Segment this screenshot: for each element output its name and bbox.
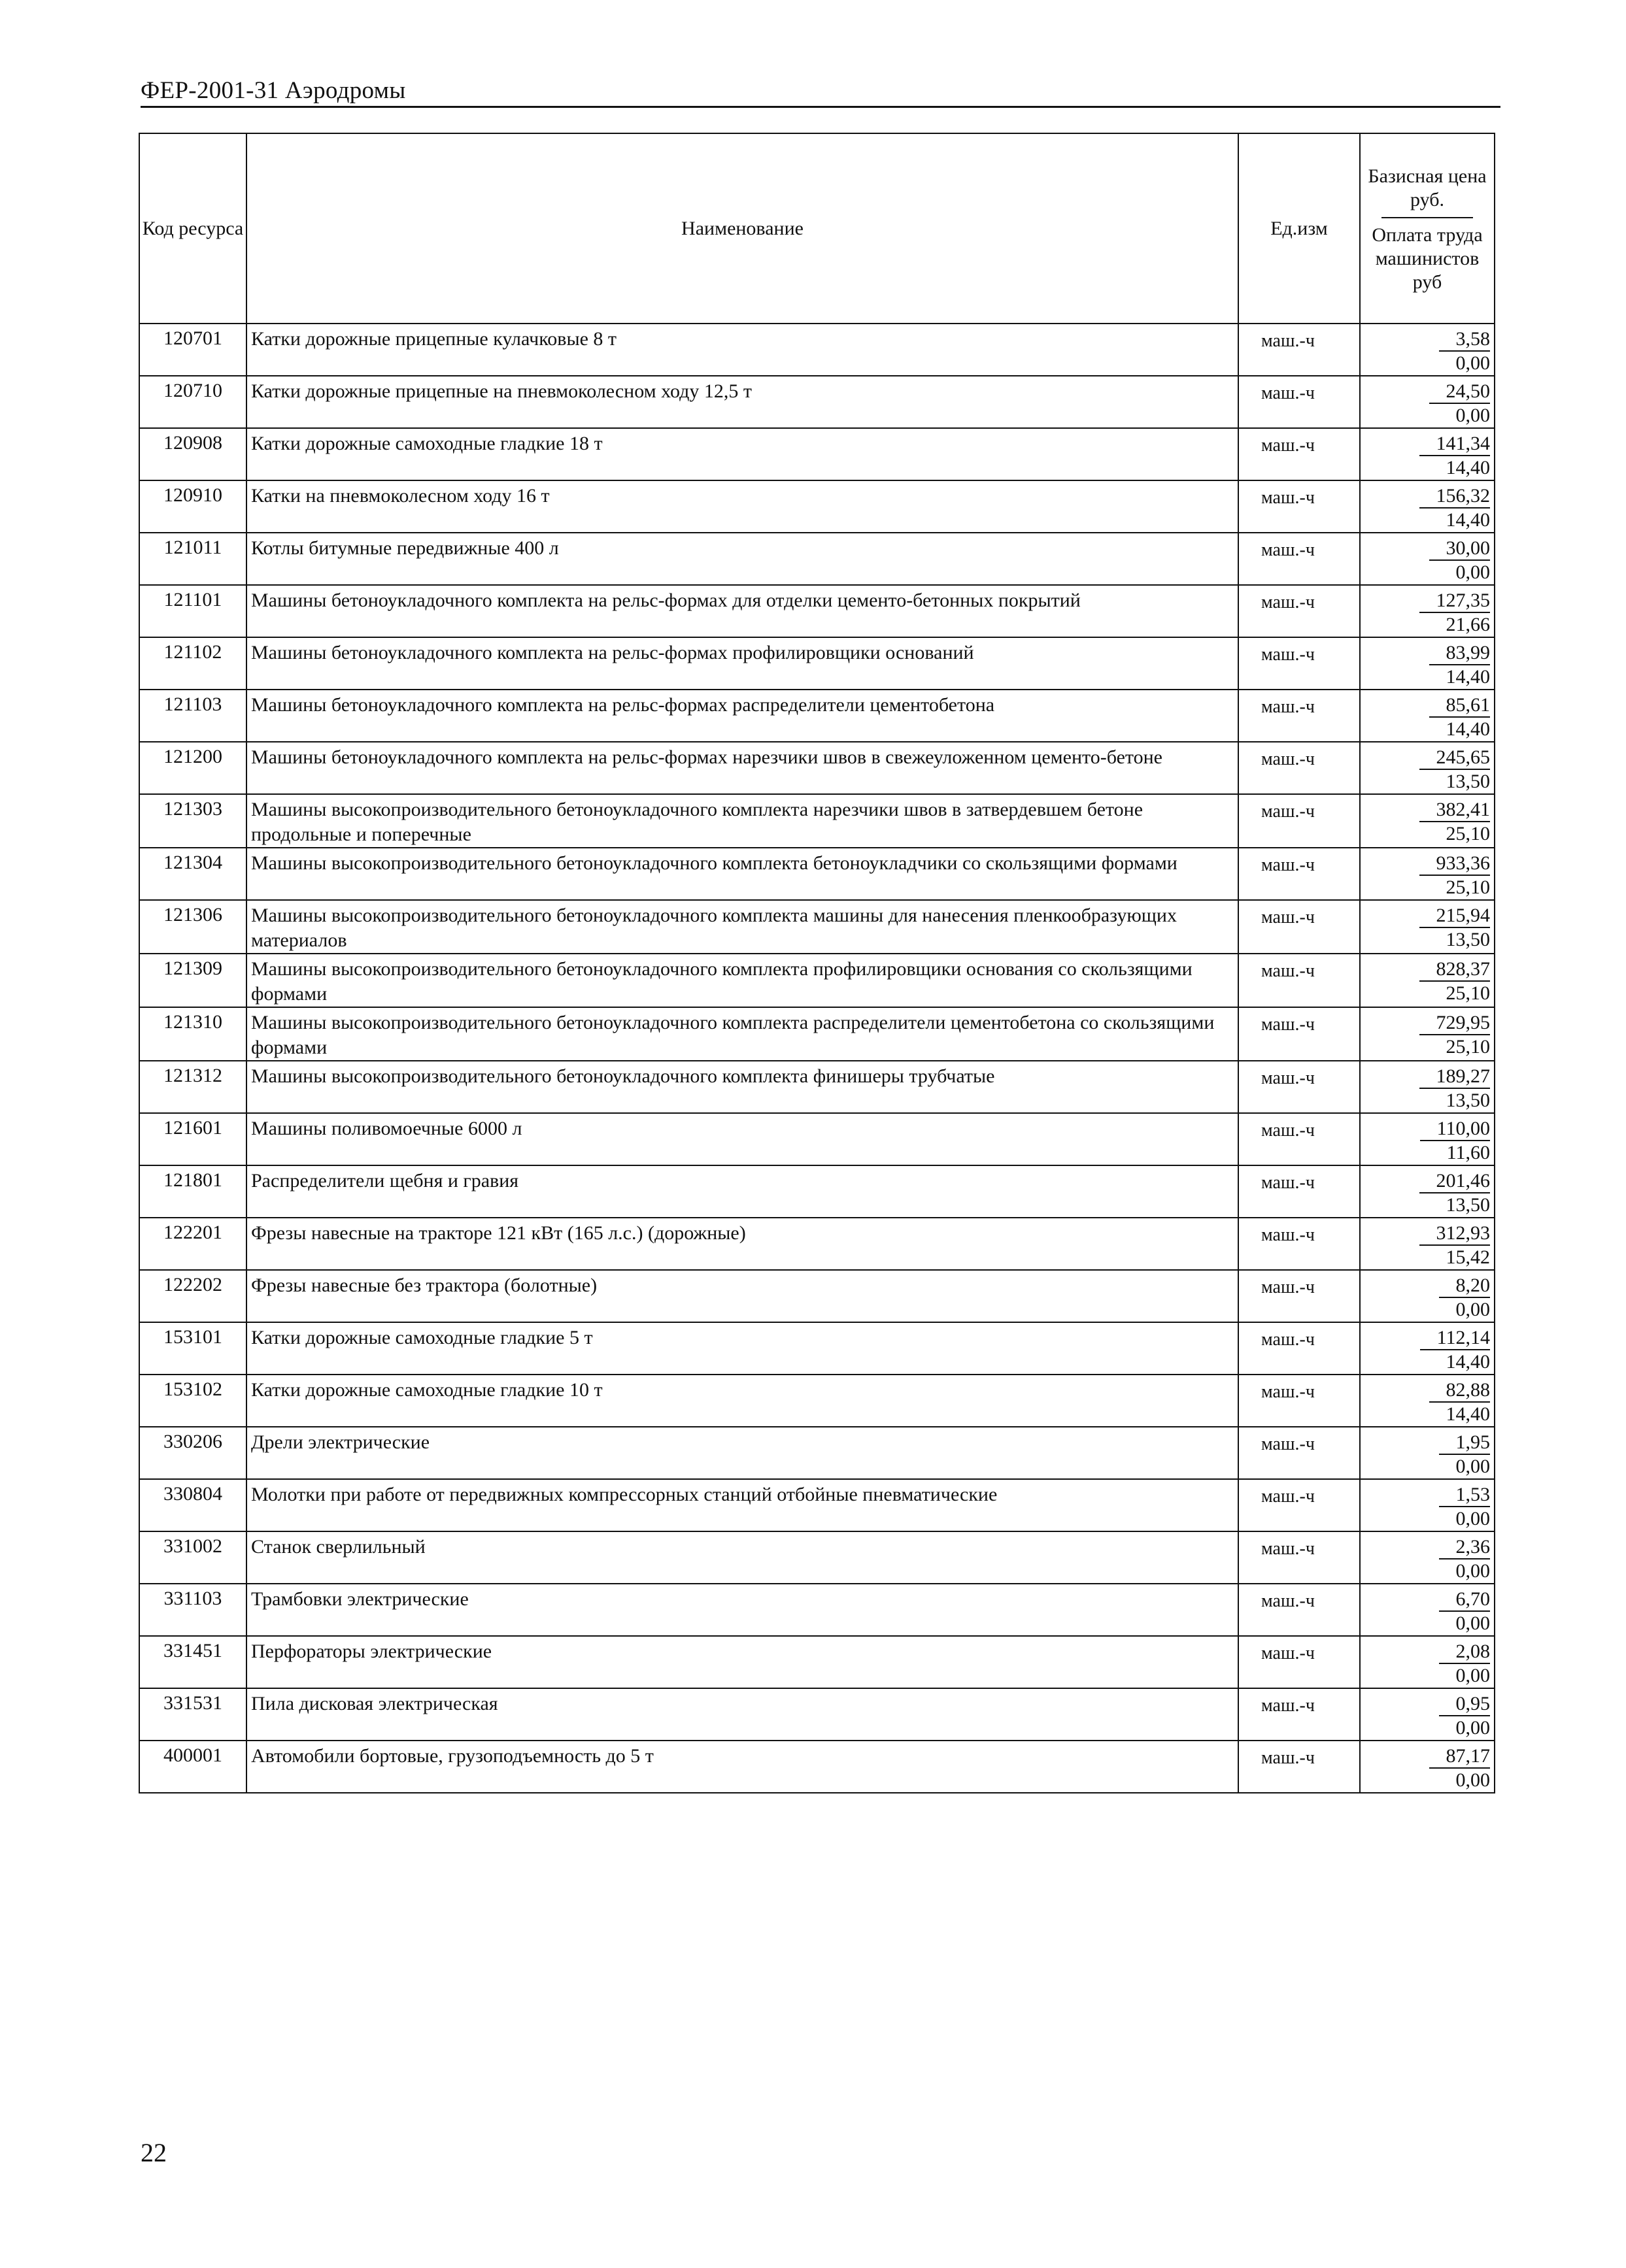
resource-values <box>1360 954 1495 1007</box>
operator-pay: 0,00 <box>1455 1560 1490 1582</box>
base-price: 30,00 <box>1429 537 1491 561</box>
resource-code: 121303 <box>139 794 246 848</box>
resource-values <box>1360 690 1495 742</box>
resource-values <box>1360 1061 1495 1113</box>
resource-unit: маш.-ч <box>1238 954 1360 1007</box>
resource-values <box>1360 1270 1495 1322</box>
operator-pay: 25,10 <box>1446 1036 1490 1058</box>
resource-code: 121601 <box>139 1113 246 1165</box>
header-price-cell <box>1360 133 1495 324</box>
table-row <box>139 637 1495 690</box>
resource-name: Катки дорожные самоходные гладкие 10 т <box>246 1375 1238 1427</box>
table-row <box>139 1375 1495 1427</box>
base-price: 83,99 <box>1429 642 1491 665</box>
table-body <box>139 324 1495 1793</box>
table-row <box>139 1270 1495 1322</box>
base-price: 82,88 <box>1429 1379 1491 1403</box>
resource-unit: маш.-ч <box>1238 848 1360 900</box>
base-price: 156,32 <box>1419 485 1491 509</box>
resource-values <box>1360 480 1495 533</box>
resource-code: 121101 <box>139 585 246 637</box>
resource-unit: маш.-ч <box>1238 1218 1360 1270</box>
resource-code: 120908 <box>139 428 246 480</box>
operator-pay: 25,10 <box>1446 876 1490 898</box>
resource-code: 121011 <box>139 533 246 585</box>
base-price: 382,41 <box>1419 799 1491 822</box>
base-price: 85,61 <box>1429 694 1491 718</box>
base-price: 112,14 <box>1420 1327 1490 1350</box>
table-row <box>139 533 1495 585</box>
resource-name: Трамбовки электрические <box>246 1584 1238 1636</box>
resource-code: 121102 <box>139 637 246 690</box>
operator-pay: 0,00 <box>1455 1508 1490 1529</box>
page-title: ФЕР-2001-31 Аэродромы <box>141 77 406 104</box>
resource-values <box>1360 376 1495 428</box>
resource-code: 153102 <box>139 1375 246 1427</box>
base-price: 312,93 <box>1419 1222 1491 1246</box>
resource-unit: маш.-ч <box>1238 1688 1360 1741</box>
table-row <box>139 376 1495 428</box>
resource-name: Катки дорожные прицепные на пневмоколесном ходу 12,5 т <box>246 376 1238 428</box>
resource-code: 331103 <box>139 1584 246 1636</box>
operator-pay: 25,10 <box>1446 982 1490 1004</box>
base-price: 828,37 <box>1419 958 1491 982</box>
resource-unit: маш.-ч <box>1238 1375 1360 1427</box>
resource-code: 122201 <box>139 1218 246 1270</box>
header-code: Код ресурса <box>139 133 246 324</box>
resource-code: 153101 <box>139 1322 246 1375</box>
base-price: 1,53 <box>1439 1484 1491 1507</box>
base-price: 1,95 <box>1439 1431 1491 1455</box>
resource-name: Котлы битумные передвижные 400 л <box>246 533 1238 585</box>
operator-pay: 0,00 <box>1455 1717 1490 1739</box>
resource-name: Машины высокопроизводительного бетоноукладочного комплекта финишеры трубчатые <box>246 1061 1238 1113</box>
base-price: 215,94 <box>1419 905 1491 928</box>
base-price: 2,08 <box>1439 1641 1491 1664</box>
resource-unit: маш.-ч <box>1238 428 1360 480</box>
resource-unit: маш.-ч <box>1238 742 1360 794</box>
operator-pay: 0,00 <box>1455 405 1490 426</box>
resource-name: Молотки при работе от передвижных компрессорных станций отбойные пневматические <box>246 1479 1238 1531</box>
table-header-row <box>139 133 1495 324</box>
operator-pay: 13,50 <box>1446 1090 1490 1111</box>
table-row <box>139 1061 1495 1113</box>
resource-values <box>1360 848 1495 900</box>
resource-values <box>1360 637 1495 690</box>
operator-pay: 0,00 <box>1455 1612 1490 1634</box>
header-unit: Ед.изм <box>1238 133 1360 324</box>
resource-code: 121309 <box>139 954 246 1007</box>
operator-pay: 21,66 <box>1446 614 1490 635</box>
resource-unit: маш.-ч <box>1238 1427 1360 1479</box>
resource-code: 331002 <box>139 1531 246 1584</box>
resource-name: Катки на пневмоколесном ходу 16 т <box>246 480 1238 533</box>
resource-name: Катки дорожные самоходные гладкие 5 т <box>246 1322 1238 1375</box>
table-row <box>139 742 1495 794</box>
resource-values <box>1360 1741 1495 1793</box>
resource-unit: маш.-ч <box>1238 1270 1360 1322</box>
table-row <box>139 1584 1495 1636</box>
header-price: Базисная цена руб. <box>1368 165 1487 210</box>
header-name: Наименование <box>246 133 1238 324</box>
table-row <box>139 1322 1495 1375</box>
operator-pay: 15,42 <box>1446 1246 1490 1268</box>
resource-code: 121200 <box>139 742 246 794</box>
resource-values <box>1360 1636 1495 1688</box>
resource-name: Машины высокопроизводительного бетоноукладочного комплекта машины для нанесения пленкообразующих материалов <box>246 900 1238 954</box>
resource-code: 122202 <box>139 1270 246 1322</box>
resource-table <box>139 133 1495 1793</box>
operator-pay: 11,60 <box>1446 1142 1490 1163</box>
operator-pay: 14,40 <box>1446 1403 1490 1425</box>
resource-name: Пила дисковая электрическая <box>246 1688 1238 1741</box>
resource-code: 121801 <box>139 1165 246 1218</box>
base-price: 3,58 <box>1439 328 1491 352</box>
resource-name: Машины бетоноукладочного комплекта на рельс-формах распределители цементобетона <box>246 690 1238 742</box>
resource-values <box>1360 324 1495 376</box>
resource-name: Фрезы навесные без трактора (болотные) <box>246 1270 1238 1322</box>
table-row <box>139 1218 1495 1270</box>
resource-unit: маш.-ч <box>1238 1584 1360 1636</box>
base-price: 24,50 <box>1429 380 1491 404</box>
table-row <box>139 900 1495 954</box>
resource-unit: маш.-ч <box>1238 480 1360 533</box>
resource-name: Машины высокопроизводительного бетоноукладочного комплекта распределители цементобетона со скользящими формами <box>246 1007 1238 1061</box>
operator-pay: 0,00 <box>1455 1769 1490 1791</box>
header-divider <box>1381 217 1473 218</box>
table-row <box>139 1165 1495 1218</box>
resource-unit: маш.-ч <box>1238 1479 1360 1531</box>
resource-values <box>1360 1479 1495 1531</box>
resource-code: 121306 <box>139 900 246 954</box>
operator-pay: 14,40 <box>1446 718 1490 740</box>
operator-pay: 13,50 <box>1446 771 1490 792</box>
page-number: 22 <box>141 2138 167 2167</box>
resource-code: 330804 <box>139 1479 246 1531</box>
resource-values <box>1360 1322 1495 1375</box>
resource-name: Перфораторы электрические <box>246 1636 1238 1688</box>
base-price: 2,36 <box>1439 1536 1491 1559</box>
resource-values <box>1360 1007 1495 1061</box>
operator-pay: 13,50 <box>1446 929 1490 950</box>
resource-values <box>1360 1165 1495 1218</box>
resource-unit: маш.-ч <box>1238 1531 1360 1584</box>
resource-unit: маш.-ч <box>1238 690 1360 742</box>
base-price: 8,20 <box>1439 1275 1491 1298</box>
base-price: 6,70 <box>1439 1588 1491 1612</box>
operator-pay: 14,40 <box>1446 457 1490 478</box>
resource-code: 121310 <box>139 1007 246 1061</box>
resource-unit: маш.-ч <box>1238 1007 1360 1061</box>
resource-values <box>1360 794 1495 848</box>
resource-unit: маш.-ч <box>1238 1113 1360 1165</box>
resource-name: Машины высокопроизводительного бетоноукладочного комплекта нарезчики швов в затвердевшем бетоне продольные и поперечные <box>246 794 1238 848</box>
base-price: 933,36 <box>1419 852 1491 876</box>
resource-unit: маш.-ч <box>1238 794 1360 848</box>
table-row <box>139 1007 1495 1061</box>
resource-unit: маш.-ч <box>1238 1165 1360 1218</box>
resource-values <box>1360 1427 1495 1479</box>
resource-name: Машины бетоноукладочного комплекта на рельс-формах профилировщики оснований <box>246 637 1238 690</box>
table-row <box>139 324 1495 376</box>
table-row <box>139 1427 1495 1479</box>
table-row <box>139 1479 1495 1531</box>
resource-name: Автомобили бортовые, грузоподъемность до 5 т <box>246 1741 1238 1793</box>
resource-values <box>1360 1375 1495 1427</box>
resource-code: 120710 <box>139 376 246 428</box>
table-row <box>139 428 1495 480</box>
base-price: 245,65 <box>1419 746 1491 770</box>
resource-name: Дрели электрические <box>246 1427 1238 1479</box>
resource-name: Машины бетоноукладочного комплекта на рельс-формах нарезчики швов в свежеуложенном цементо-бетоне <box>246 742 1238 794</box>
resource-name: Машины поливомоечные 6000 л <box>246 1113 1238 1165</box>
operator-pay: 14,40 <box>1446 509 1490 531</box>
resource-values <box>1360 585 1495 637</box>
page-header <box>141 71 1500 108</box>
resource-name: Машины высокопроизводительного бетоноукладочного комплекта профилировщики основания со скользящими формами <box>246 954 1238 1007</box>
operator-pay: 0,00 <box>1455 1299 1490 1320</box>
operator-pay: 14,40 <box>1446 1351 1490 1373</box>
table-row <box>139 585 1495 637</box>
resource-name: Машины высокопроизводительного бетоноукладочного комплекта бетоноукладчики со скользящими формами <box>246 848 1238 900</box>
resource-values <box>1360 1688 1495 1741</box>
resource-unit: маш.-ч <box>1238 324 1360 376</box>
resource-unit: маш.-ч <box>1238 1636 1360 1688</box>
resource-values <box>1360 533 1495 585</box>
resource-code: 331451 <box>139 1636 246 1688</box>
resource-name: Катки дорожные прицепные кулачковые 8 т <box>246 324 1238 376</box>
resource-code: 121304 <box>139 848 246 900</box>
resource-code: 121103 <box>139 690 246 742</box>
resource-unit: маш.-ч <box>1238 376 1360 428</box>
table-row <box>139 1636 1495 1688</box>
resource-unit: маш.-ч <box>1238 1741 1360 1793</box>
operator-pay: 0,00 <box>1455 561 1490 583</box>
resource-name: Фрезы навесные на тракторе 121 кВт (165 л.с.) (дорожные) <box>246 1218 1238 1270</box>
resource-values <box>1360 1584 1495 1636</box>
resource-unit: маш.-ч <box>1238 1322 1360 1375</box>
resource-code: 120701 <box>139 324 246 376</box>
table-row <box>139 690 1495 742</box>
resource-name: Катки дорожные самоходные гладкие 18 т <box>246 428 1238 480</box>
resource-values <box>1360 1218 1495 1270</box>
base-price: 0,95 <box>1439 1693 1491 1716</box>
operator-pay: 13,50 <box>1446 1194 1490 1216</box>
resource-name: Станок сверлильный <box>246 1531 1238 1584</box>
table-row <box>139 1741 1495 1793</box>
base-price: 729,95 <box>1419 1012 1491 1035</box>
resource-code: 331531 <box>139 1688 246 1741</box>
resource-code: 120910 <box>139 480 246 533</box>
operator-pay: 0,00 <box>1455 1456 1490 1477</box>
operator-pay: 0,00 <box>1455 352 1490 374</box>
resource-values <box>1360 742 1495 794</box>
resource-unit: маш.-ч <box>1238 533 1360 585</box>
resource-values <box>1360 1113 1495 1165</box>
resource-unit: маш.-ч <box>1238 1061 1360 1113</box>
resource-code: 330206 <box>139 1427 246 1479</box>
resource-values <box>1360 428 1495 480</box>
resource-name: Машины бетоноукладочного комплекта на рельс-формах для отделки цементо-бетонных покрытий <box>246 585 1238 637</box>
base-price: 87,17 <box>1429 1745 1491 1769</box>
table-row <box>139 848 1495 900</box>
resource-unit: маш.-ч <box>1238 637 1360 690</box>
base-price: 110,00 <box>1420 1118 1490 1141</box>
resource-values <box>1360 1531 1495 1584</box>
header-pay: Оплата труда машинистов руб <box>1372 224 1483 293</box>
base-price: 141,34 <box>1419 433 1491 456</box>
table-row <box>139 1688 1495 1741</box>
table-row <box>139 1113 1495 1165</box>
resource-values <box>1360 900 1495 954</box>
base-price: 189,27 <box>1419 1065 1491 1089</box>
operator-pay: 0,00 <box>1455 1665 1490 1686</box>
resource-name: Распределители щебня и гравия <box>246 1165 1238 1218</box>
table-row <box>139 1531 1495 1584</box>
base-price: 127,35 <box>1419 590 1491 613</box>
resource-unit: маш.-ч <box>1238 585 1360 637</box>
operator-pay: 25,10 <box>1446 823 1490 844</box>
table-row <box>139 794 1495 848</box>
base-price: 201,46 <box>1419 1170 1491 1193</box>
table-row <box>139 954 1495 1007</box>
resource-unit: маш.-ч <box>1238 900 1360 954</box>
operator-pay: 14,40 <box>1446 666 1490 688</box>
resource-code: 121312 <box>139 1061 246 1113</box>
table-row <box>139 480 1495 533</box>
resource-code: 400001 <box>139 1741 246 1793</box>
